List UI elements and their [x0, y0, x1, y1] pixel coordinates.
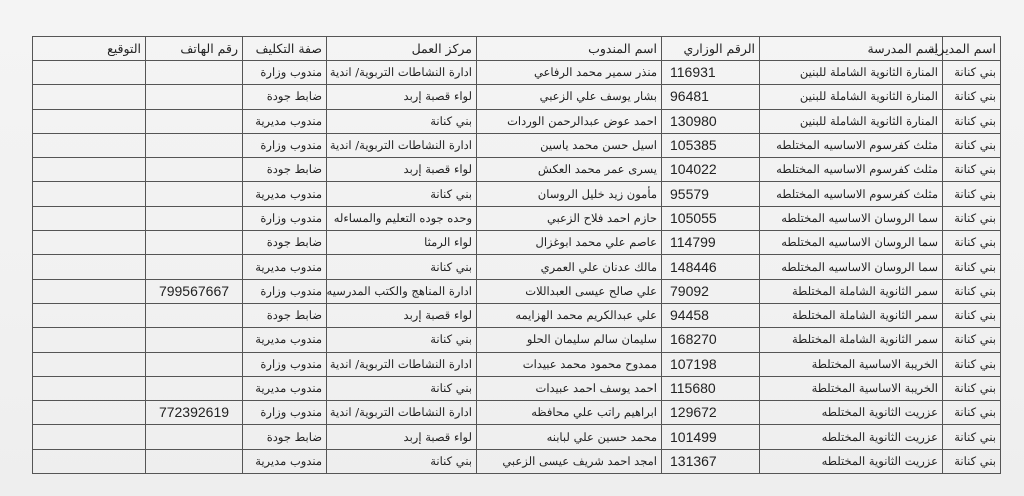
cell-school: مثلث كفرسوم الاساسيه المختلطه	[760, 133, 943, 157]
cell-workplace: بني كنانة	[327, 449, 477, 473]
table-row	[33, 206, 1001, 230]
cell-school: عزريت الثانوية المختلطه	[760, 449, 943, 473]
table-row	[33, 352, 1001, 376]
cell-ministry-number: 105385	[662, 133, 760, 157]
cell-school: سما الروسان الاساسيه المختلطه	[760, 255, 943, 279]
table-row	[33, 328, 1001, 352]
cell-delegate: حازم احمد فلاح الزعبي	[477, 206, 662, 230]
cell-delegate: محمد حسين علي لبابنه	[477, 425, 662, 449]
cell-delegate: مالك عدنان علي العمري	[477, 255, 662, 279]
cell-signature	[33, 182, 146, 206]
cell-ministry-number: 79092	[662, 279, 760, 303]
cell-assignment: مندوب وزارة	[243, 401, 327, 425]
cell-workplace: بني كنانة	[327, 109, 477, 133]
cell-directorate: بني كنانة	[943, 61, 1001, 85]
table-row	[33, 182, 1001, 206]
cell-workplace: بني كنانة	[327, 182, 477, 206]
table-row	[33, 61, 1001, 85]
table-row	[33, 425, 1001, 449]
cell-phone	[146, 133, 243, 157]
cell-delegate: امجد احمد شريف عيسى الزعبي	[477, 449, 662, 473]
cell-signature	[33, 61, 146, 85]
header-phone: رقم الهاتف	[146, 37, 243, 61]
cell-ministry-number: 168270	[662, 328, 760, 352]
cell-school: الخريبة الاساسية المختلطة	[760, 376, 943, 400]
cell-ministry-number: 101499	[662, 425, 760, 449]
cell-assignment: مندوب وزارة	[243, 61, 327, 85]
cell-delegate: بشار يوسف علي الزعبي	[477, 85, 662, 109]
cell-phone	[146, 449, 243, 473]
cell-assignment: مندوب مديرية	[243, 376, 327, 400]
cell-directorate: بني كنانة	[943, 255, 1001, 279]
cell-directorate: بني كنانة	[943, 425, 1001, 449]
table-row	[33, 231, 1001, 255]
cell-directorate: بني كنانة	[943, 85, 1001, 109]
cell-workplace: ادارة النشاطات التربوية/ اندية	[327, 133, 477, 157]
cell-signature	[33, 255, 146, 279]
cell-directorate: بني كنانة	[943, 328, 1001, 352]
header-ministry-number: الرقم الوزاري	[662, 37, 760, 61]
cell-assignment: ضابط جودة	[243, 303, 327, 327]
cell-signature	[33, 109, 146, 133]
cell-school: مثلث كفرسوم الاساسيه المختلطه	[760, 182, 943, 206]
cell-signature	[33, 206, 146, 230]
cell-signature	[33, 376, 146, 400]
cell-phone: 772392619	[146, 401, 243, 425]
cell-directorate: بني كنانة	[943, 231, 1001, 255]
header-assignment: صفة التكليف	[243, 37, 327, 61]
cell-school: عزريت الثانوية المختلطه	[760, 425, 943, 449]
cell-school: المنارة الثانوية الشاملة للبنين	[760, 109, 943, 133]
cell-signature	[33, 231, 146, 255]
cell-signature	[33, 352, 146, 376]
cell-phone	[146, 61, 243, 85]
table-row	[33, 449, 1001, 473]
table-row	[33, 376, 1001, 400]
cell-assignment: ضابط جودة	[243, 231, 327, 255]
cell-assignment: مندوب وزارة	[243, 279, 327, 303]
cell-assignment: مندوب مديرية	[243, 182, 327, 206]
cell-directorate: بني كنانة	[943, 279, 1001, 303]
cell-phone	[146, 425, 243, 449]
cell-school: عزريت الثانوية المختلطه	[760, 401, 943, 425]
cell-workplace: لواء الرمثا	[327, 231, 477, 255]
cell-ministry-number: 96481	[662, 85, 760, 109]
cell-ministry-number: 148446	[662, 255, 760, 279]
cell-directorate: بني كنانة	[943, 352, 1001, 376]
cell-workplace: لواء قصبة إربد	[327, 303, 477, 327]
cell-school: سمر الثانوية الشاملة المختلطة	[760, 328, 943, 352]
cell-signature	[33, 133, 146, 157]
cell-phone	[146, 328, 243, 352]
cell-phone	[146, 206, 243, 230]
cell-ministry-number: 130980	[662, 109, 760, 133]
cell-signature	[33, 449, 146, 473]
cell-school: سمر الثانوية الشاملة المختلطة	[760, 303, 943, 327]
cell-directorate: بني كنانة	[943, 109, 1001, 133]
cell-ministry-number: 116931	[662, 61, 760, 85]
cell-ministry-number: 94458	[662, 303, 760, 327]
cell-ministry-number: 114799	[662, 231, 760, 255]
cell-delegate: منذر سمير محمد الرفاعي	[477, 61, 662, 85]
cell-delegate: احمد يوسف احمد عبيدات	[477, 376, 662, 400]
cell-school: المنارة الثانوية الشاملة للبنين	[760, 61, 943, 85]
cell-delegate: علي صالح عيسى العبداللات	[477, 279, 662, 303]
table-header-row	[33, 37, 1001, 61]
cell-directorate: بني كنانة	[943, 206, 1001, 230]
cell-phone	[146, 255, 243, 279]
cell-phone	[146, 182, 243, 206]
cell-directorate: بني كنانة	[943, 449, 1001, 473]
cell-signature	[33, 425, 146, 449]
cell-workplace: ادارة النشاطات التربوية/ اندية	[327, 401, 477, 425]
cell-directorate: بني كنانة	[943, 303, 1001, 327]
cell-phone	[146, 109, 243, 133]
table-row	[33, 279, 1001, 303]
table-row	[33, 303, 1001, 327]
cell-assignment: مندوب مديرية	[243, 449, 327, 473]
cell-school: سما الروسان الاساسيه المختلطه	[760, 231, 943, 255]
cell-ministry-number: 131367	[662, 449, 760, 473]
cell-ministry-number: 95579	[662, 182, 760, 206]
table-row	[33, 401, 1001, 425]
cell-workplace: وحده جوده التعليم والمساءله	[327, 206, 477, 230]
cell-workplace: ادارة النشاطات التربوية/ اندية	[327, 352, 477, 376]
cell-phone	[146, 85, 243, 109]
cell-assignment: مندوب وزارة	[243, 352, 327, 376]
cell-school: سما الروسان الاساسيه المختلطه	[760, 206, 943, 230]
header-delegate: اسم المندوب	[477, 37, 662, 61]
cell-assignment: ضابط جودة	[243, 158, 327, 182]
cell-assignment: مندوب وزارة	[243, 206, 327, 230]
table-row	[33, 133, 1001, 157]
cell-assignment: مندوب مديرية	[243, 255, 327, 279]
cell-delegate: عاصم علي محمد ابوغزال	[477, 231, 662, 255]
cell-ministry-number: 107198	[662, 352, 760, 376]
cell-signature	[33, 279, 146, 303]
table-row	[33, 85, 1001, 109]
cell-assignment: مندوب وزارة	[243, 133, 327, 157]
table-row	[33, 255, 1001, 279]
table-body	[33, 61, 1001, 474]
cell-delegate: اسيل حسن محمد ياسين	[477, 133, 662, 157]
delegates-table	[32, 36, 1001, 474]
cell-workplace: لواء قصبة إربد	[327, 85, 477, 109]
cell-signature	[33, 85, 146, 109]
cell-delegate: علي عبدالكريم محمد الهزايمه	[477, 303, 662, 327]
table-row	[33, 109, 1001, 133]
cell-signature	[33, 401, 146, 425]
cell-phone	[146, 231, 243, 255]
cell-phone: 799567667	[146, 279, 243, 303]
cell-delegate: ابراهيم راتب علي محافظه	[477, 401, 662, 425]
cell-delegate: سليمان سالم سليمان الحلو	[477, 328, 662, 352]
header-directorate: اسم المديرية	[943, 37, 1001, 61]
cell-signature	[33, 328, 146, 352]
cell-workplace: بني كنانة	[327, 376, 477, 400]
cell-ministry-number: 129672	[662, 401, 760, 425]
header-signature: التوقيع	[33, 37, 146, 61]
cell-assignment: ضابط جودة	[243, 85, 327, 109]
cell-signature	[33, 303, 146, 327]
cell-delegate: يسرى عمر محمد العكش	[477, 158, 662, 182]
cell-delegate: مأمون زيد خليل الروسان	[477, 182, 662, 206]
cell-workplace: ادارة المناهج والكتب المدرسيه	[327, 279, 477, 303]
cell-assignment: مندوب مديرية	[243, 109, 327, 133]
cell-workplace: لواء قصبة إربد	[327, 158, 477, 182]
header-school: اسم المدرسة	[760, 37, 943, 61]
cell-ministry-number: 115680	[662, 376, 760, 400]
cell-signature	[33, 158, 146, 182]
cell-school: مثلث كفرسوم الاساسيه المختلطه	[760, 158, 943, 182]
cell-phone	[146, 352, 243, 376]
cell-directorate: بني كنانة	[943, 182, 1001, 206]
cell-ministry-number: 104022	[662, 158, 760, 182]
cell-school: المنارة الثانوية الشاملة للبنين	[760, 85, 943, 109]
cell-assignment: ضابط جودة	[243, 425, 327, 449]
cell-phone	[146, 158, 243, 182]
cell-directorate: بني كنانة	[943, 158, 1001, 182]
table-row	[33, 158, 1001, 182]
cell-workplace: لواء قصبة إربد	[327, 425, 477, 449]
cell-phone	[146, 376, 243, 400]
cell-workplace: ادارة النشاطات التربوية/ اندية	[327, 61, 477, 85]
cell-ministry-number: 105055	[662, 206, 760, 230]
cell-phone	[146, 303, 243, 327]
cell-delegate: احمد عوض عبدالرحمن الوردات	[477, 109, 662, 133]
cell-directorate: بني كنانة	[943, 376, 1001, 400]
cell-workplace: بني كنانة	[327, 328, 477, 352]
cell-school: سمر الثانوية الشاملة المختلطة	[760, 279, 943, 303]
header-workplace: مركز العمل	[327, 37, 477, 61]
cell-directorate: بني كنانة	[943, 401, 1001, 425]
cell-workplace: بني كنانة	[327, 255, 477, 279]
cell-school: الخريبة الاساسية المختلطة	[760, 352, 943, 376]
cell-assignment: مندوب مديرية	[243, 328, 327, 352]
cell-delegate: ممدوح محمود محمد عبيدات	[477, 352, 662, 376]
cell-directorate: بني كنانة	[943, 133, 1001, 157]
